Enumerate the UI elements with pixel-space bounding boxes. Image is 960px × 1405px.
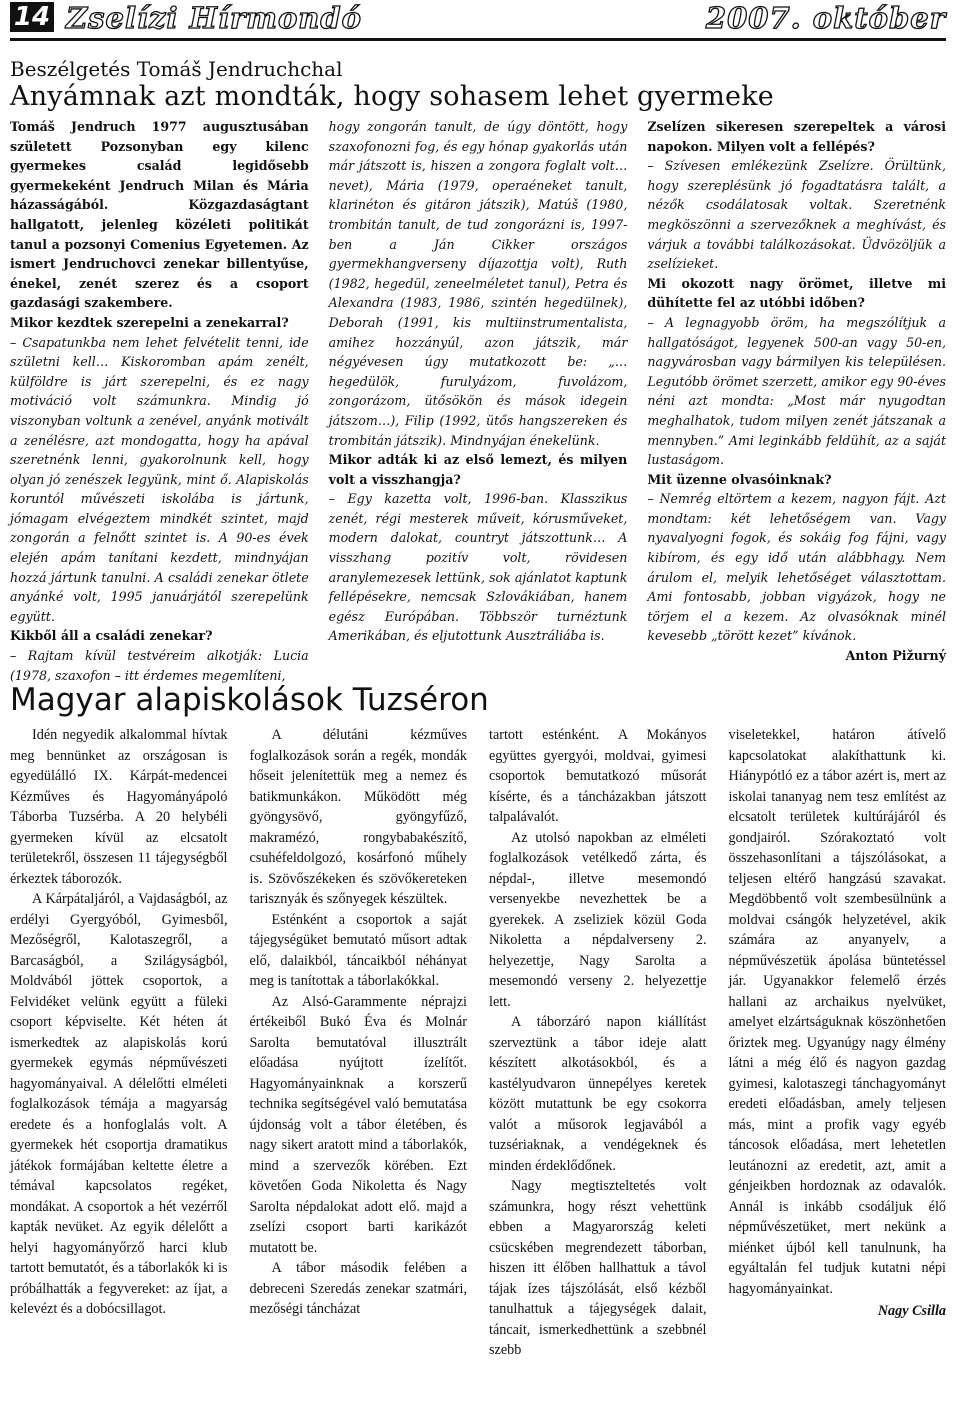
paragraph: A tábor második felében a debreceni Szeredás zenekar szatmári, mezőségi táncházat — [249, 1260, 467, 1317]
interview-answer: – Nemrég eltörtem a kezem, nagyon fájt. Azt mondtam: két lehetőségem van. Vagy nyavalyogni fogok, és sokáig fog fájni, vagy kibírom, és egy idő után alábbhagy. Nem árulom el, melyik lehetőséget választottam. Ami fontosabb, jobban vigyázok, hogy ne törjem el a kezem. Az olvasóknak minél kevesebb „törött kezet” kívánok. — [647, 491, 947, 644]
camp-article-author: Nagy Csilla — [877, 1303, 946, 1319]
interview-columns — [10, 117, 947, 683]
interview-question: Kikből áll a családi zenekar? — [10, 628, 213, 644]
interview-answer: – Egy kazetta volt, 1996-ban. Klasszikus zenét, régi mesterek műveit, kórusműveket, modern dalokat, countryt játszottunk… A visszhang pozitív volt, rövidesen aranylemezesek lettünk, sok ajánlatot kaptunk fellépésekre, nemcsak Szlovákiában, hanem egész Európában. Többször turnéztunk Amerikában, és eljutottunk Ausztráliába is. — [328, 491, 628, 644]
interview-answer: – A legnagyobb öröm, ha megszólítjuk a hallgatóságot, legyenek 500-an vagy 50-en, nagyvárosban vagy bármilyen kis településen. Legutóbb örömet szerzett, amikor egy 90-éves néni azt mondta: „Most már nyugodtan meghalhatok, tudom milyen zenét játszanak a mennyben.” Ami leginkább feldühít, az a saját lustaságom. — [647, 314, 947, 468]
interview-question: Mi okozott nagy örömet, illetve mi dühítette fel az utóbbi időben? — [647, 275, 947, 311]
camp-column-2 — [250, 725, 468, 1405]
masthead — [10, 0, 946, 41]
interview-column-3 — [647, 117, 946, 665]
interview-answer: – Csapatunkba nem lehet felvételit tenni, ide születni kell… Kiskoromban apám zenélt, külföldre is járt szerepelni, és ez nagy motiváció volt számunkra. Mindig jó viszonyban voltunk a zenével, anyánk motivált a zenélésre, azt mondogatta, hogy ha apával szeretnénk lenni, gyakorolnunk kell, hogy olyan jó zenészek legyünk, mint ő. Alapiskolás koruntól művészeti iskolába is jártunk, jómagam elvégeztem mindkét szintet, majd zongorán a felnőtt szintet is. A 90-es évek elején apám tanítani kezdett, mindnyájan hozzá jártunk tanulni. A családi zenekar ötlete anyánké volt, 1995 januárjától szerepelünk együtt. — [10, 334, 309, 624]
camp-article — [10, 681, 946, 1405]
article-headline: Anyámnak azt mondták, hogy sohasem lehet gyermeke — [10, 81, 774, 112]
interview-column-2 — [329, 117, 628, 665]
paragraph: Az Alsó-Garammente néprajzi értékeiből Bukó Éva és Molnár Sarolta bemutatóval illusztrált előadása nyújtott ízelítőt. Hagyományainknak a korszerű technika segítségével való bemutatása újdonság volt a tábor életében, és nagy sikert aratott mind a táborlakók, mind a szervezők körében. Ezt követően Goda Nikoletta és Nagy Sarolta népdalokat adott elő. majd a zselízi csoport barti karikázót mutatott be. — [249, 993, 467, 1256]
paragraph: Esténként a csoportok a saját tájegységüket bemutató műsort adtak elő, dalaikból, táncaikból néhányat meg is tanítottak a táborlakókkal. — [249, 911, 467, 989]
camp-column-4 — [729, 725, 947, 1405]
paragraph: A táborzáró napon kiállítást szerveztünk a tábor ideje alatt készített alkotásokból, és a kastélyudvaron ünnepélyes keretek között mutattunk be egy csokorra valót a műsorok legjavából a tuzsériaknak, a vendégeknek és minden érdeklődőnek. — [489, 1014, 707, 1174]
interview-answer: – Szívesen emlékezünk Zselízre. Örültünk, hogy szereplésünk jó fogadtatásra talált, a nézők csodálatosak voltak. Szeretnénk megköszönni a szervezőknek a meghívást, és várjuk a további találkozásokat. Üdvözöljük a zselízieket. — [647, 158, 947, 272]
camp-article-columns — [10, 725, 946, 1405]
interview-answer: – Rajtam kívül testvéreim alkotják: Lucia (1978, szaxofon – itt érdemes megemlíteni, — [10, 648, 309, 683]
issue-date: 2007. október — [705, 1, 946, 35]
interview-lead: Tomáš Jendruch 1977 augusztusában született Pozsonyban egy kilenc gyermekes család legidősebb gyermekeként Jendruch Milan és Mária házasságából. Közgazdaságtant hallgatott, jelenleg közéleti politikát tanul a pozsonyi Comenius Egyetemen. Az ismert Jendruchovci zenekar billentyűse, énekel, zenét szerez és a csoport gazdasági szakembere. — [10, 119, 309, 311]
interview-column-1 — [10, 117, 309, 683]
paragraph: viseletekkel, határon átívelő kapcsolatokat alakíthattunk ki. Hiánypótló ez a tábor azért is, mert az iskolai tananyag nem tesz említést az elcsatolt területek kultúrájáról és gondjairól. Szórakoztató volt összehasonlítani a tájszólásokat, a teljesen eltérő hangzású szavakat. Megdöbbentő volt szembesülnünk a moldvai csángók helyzetével, akik számára az anyanyelv, a népművészetük ápolása büntetéssel jár. Ugyanakkor felemelő érzés hallani az archaikus nyelvüket, amelyet elzártságuknak köszönhetően őriztek meg. Ugyanúgy nagy élmény látni a még élő és nagyon gazdag gyimesi, kalotaszegi tánchagyományt eredeti előadásban, amely teljesen más, mint a profik vagy egyéb táncosok előadása, mert lehetetlen leutánozni az eredetit, azt, amit a génjeikben hordoznak az odavalók. Annál is inkább csodáljuk élő népművészetüket, mert nekünk a miénket újból kell tanulnunk, ha egyáltalán fel tudjuk kutatni népi hagyományainkat. — [728, 727, 946, 1297]
interview-answer: hogy zongorán tanult, de úgy döntött, hogy szaxofonozni fog, és egy hónap gyakorlás után már játszott is, hiszen a zongora foglalt volt… nevet), Mária (1979, operaéneket tanult, klarinéton és gitáron játszik), Matúš (1980, trombitán tanult, de tud zongorázni is, 1997-ben a Ján Cikker országos gyermekhangverseny díjazottja volt), Ruth (1982, hegedül, zeneelméletet tanul), Petra és Alexandra (1983, 1986, szintén hegedülnek), Deborah (1991, kis multiinstrumentalista, amihez hozzányúl, azon játszik, már négyévesen úgy mutatkozott be: „…hegedülök, furulyázom, fuvolázom, zongorázom, ütősökön és mások idegein játszom…), Filip (1992, ütős hangszereken és trombitán játszik). Mindnyájan énekelünk. — [328, 119, 628, 448]
camp-column-1 — [10, 725, 228, 1405]
interview-author: Anton Pižurný — [845, 648, 947, 664]
camp-article-headline: Magyar alapiskolások Tuzséron — [10, 682, 489, 718]
paragraph: Nagy megtiszteltetés volt számunkra, hogy részt vehettünk ebben a Magyarország keleti csücskében megrendezett táborban, hiszen itt élőben hallhattuk a távol tájak ízes tájszólását, első kézből tanulhattuk a tájegységek dalait, táncait, ismerkedhettünk a szebbnél szebb — [489, 1178, 707, 1358]
interview-question: Mikor kezdtek szerepelni a zenekarral? — [10, 314, 289, 330]
page-number: 14 — [10, 2, 54, 32]
camp-column-3 — [489, 725, 707, 1405]
interview-question: Zselízen sikeresen szerepeltek a városi napokon. Milyen volt a fellépés? — [647, 119, 947, 154]
interview-article — [10, 57, 947, 683]
paragraph: Az utolsó napokban az elméleti foglalkozások vetélkedő zárta, és népdal-, illetve mesemondó versenyekbe nevezhettek be a gyerekek. A zseliziek közül Goda Nikoletta a népdalverseny 2. helyezettje, Nagy Sarolta a mesemondó verseny 2. helyezettje lett. — [489, 829, 707, 1010]
paragraph: A délutáni kézműves foglalkozások során a regék, mondák hőseit jelenítettük meg a nemez és batikmunkákon. Működött még gyöngysövő, gyöngyfűző, makramézó, rongybabakészítő, csuhéfeldolgozó, kosárfonó műhely is. Szövőszékeken és szövőkereteken tarisznyák és szőnyegek készültek. — [249, 727, 467, 907]
paragraph: A Kárpátaljáról, a Vajdaságból, az erdélyi Gyergyóból, Gyimesből, Mezőségről, Kalotaszegről, a Barcaságból, a Szilágyságból, Moldvából jöttek csoportok, a Felvidéket velünk együtt a füleki csoport képviselte. Két héten át ismerkedtek az alapiskolás korú gyermekek egymás népművészeti hagyományaival. A délelőtti elméleti foglalkozások témája a magyarság eredete és a honfoglalás volt. A gyermekek hét csoportja dramatikus játékok formájában keltette életre a témával kapcsolatos regéket, mondákat. A csoportok a hét vezérről kapták nevüket. Az egyik délelőtt a helyi hagyományőrző harci klub tartott bemutatót, és a táborlakók ki is próbálhatták a fegyvereket: az íjat, a kelevézt és a dobócsillagot. — [10, 891, 228, 1317]
paragraph: Idén negyedik alkalommal hívtak meg bennünket az országosan is egyedülálló IX. Kárpát-medencei Kézműves és Hagyományápoló Táborba Tuzsérba. A 20 helybéli gyermeken kívül az elcsatolt területekről, összesen 11 tájegységből érkeztek táborozók. — [10, 727, 228, 887]
article-kicker: Beszélgetés Tomáš Jendruchchal — [10, 57, 343, 81]
interview-question: Mikor adták ki az első lemezt, és milyen volt a visszhangja? — [328, 452, 628, 487]
paper-title: Zselízi Hírmondó — [66, 1, 362, 35]
paragraph: tartott esténként. A Mokányos együttes gyergyói, moldvai, gyimesi csoportok bemutatkozó műsorát kísérte, és a táncházakban játszott talpalávalót. — [489, 727, 707, 825]
interview-question: Mit üzenne olvasóinknak? — [647, 471, 832, 487]
